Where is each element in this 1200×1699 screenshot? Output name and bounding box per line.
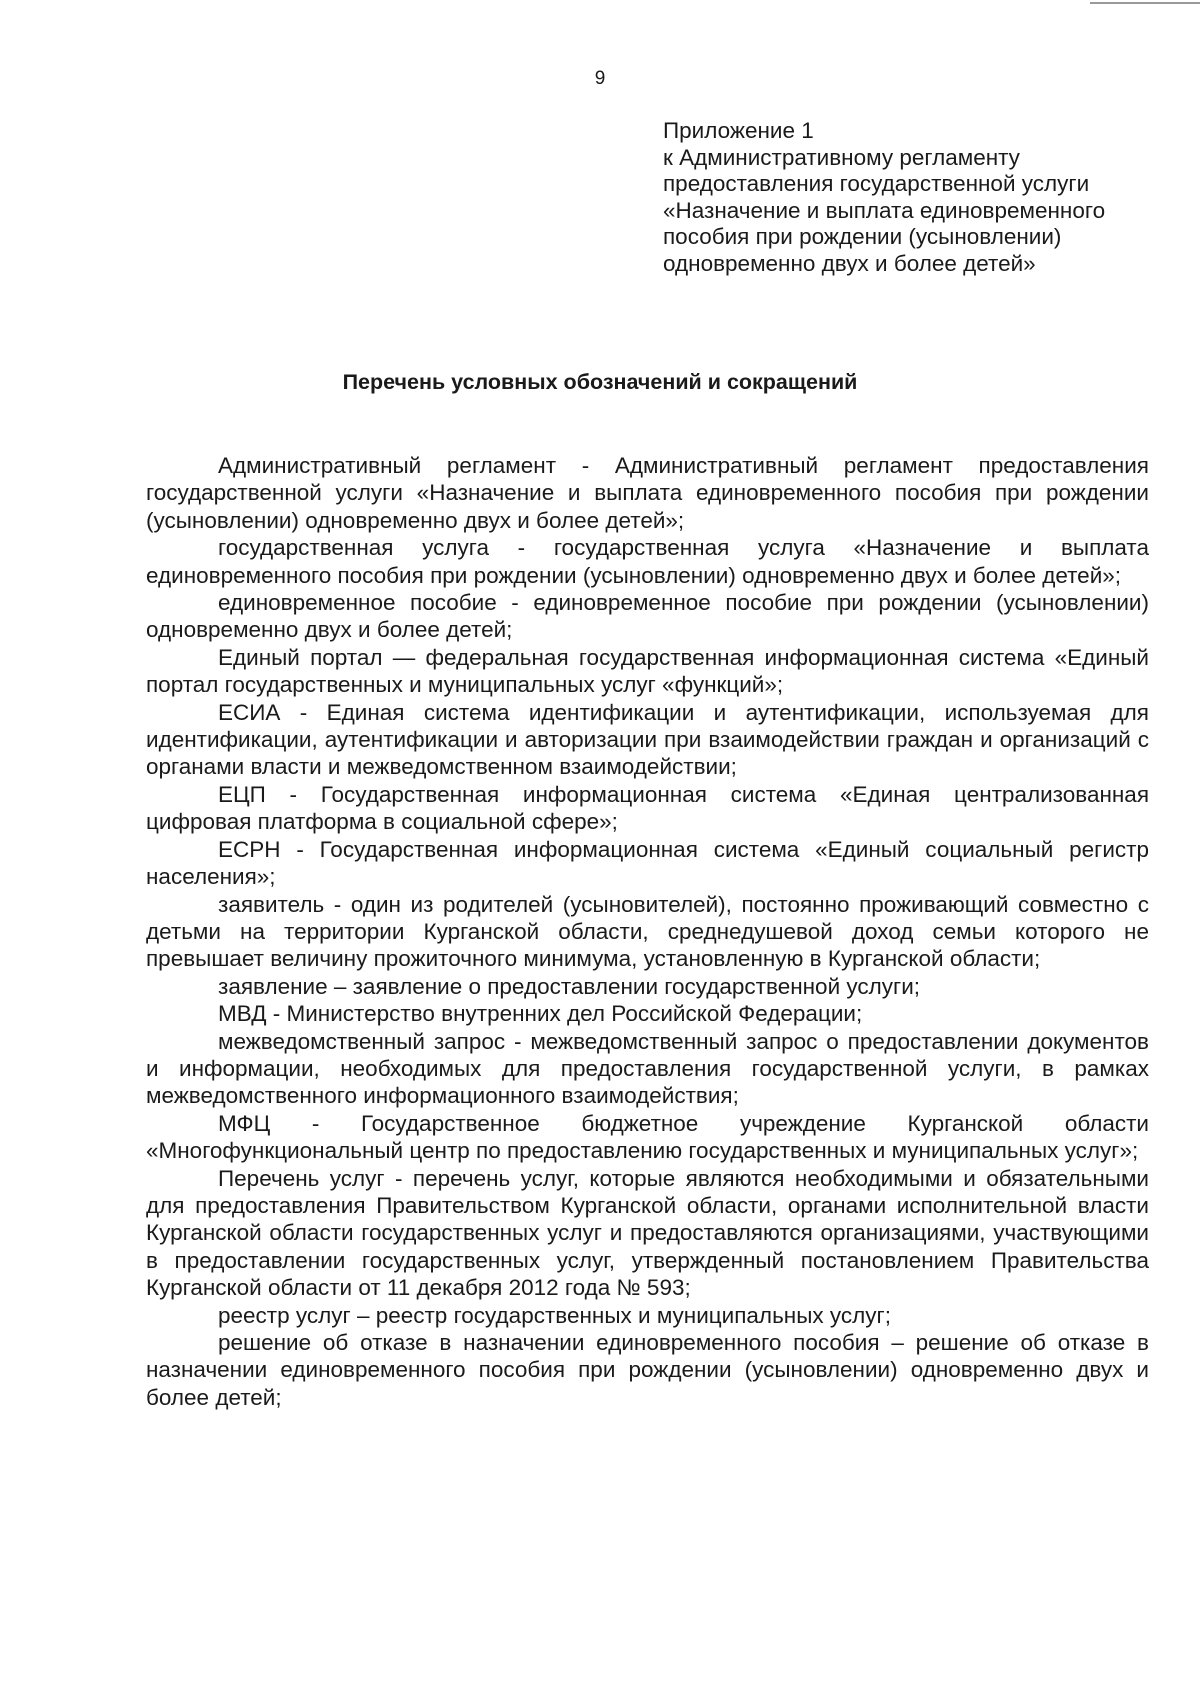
definition-paragraph: Административный регламент - Административный регламент предоставления государственной услуги «Назначение и выплата единовременного пособия при рождении (усыновлении) одновременно двух и более детей»; (146, 453, 1149, 533)
page-number: 9 (594, 68, 606, 89)
appendix-line: Приложение 1 (663, 118, 814, 143)
definition-paragraph: МВД - Министерство внутренних дел Российской Федерации; (218, 1001, 863, 1027)
definition-paragraph: Единый портал — федеральная государственная информационная система «Единый портал государственных и муниципальных услуг «функций»; (146, 644, 1149, 698)
definition-paragraph: решение об отказе в назначении единовременного пособия – решение об отказе в назначении единовременного пособия при рождении (усыновлении) одновременно двух и более детей; (146, 1330, 1149, 1410)
appendix-line: к Административному регламенту (663, 144, 1020, 170)
definition-paragraph: государственная услуга - государственная услуга «Назначение и выплата единовременного пособия при рождении (усыновлении) одновременно двух и более детей»; (146, 535, 1149, 588)
appendix-note (663, 118, 1183, 278)
definition-paragraph: единовременное пособие - единовременное пособие при рождении (усыновлении) одновременно двух и более детей; (146, 590, 1149, 643)
appendix-line: пособия при рождении (усыновлении) (663, 224, 1062, 250)
definition-paragraph: ЕЦП - Государственная информационная система «Единая централизованная цифровая платформа в социальной сфере»; (146, 781, 1149, 835)
definition-paragraph: межведомственный запрос - межведомственный запрос о предоставлении документов и информации, необходимых для предоставления государственной услуги, в рамках межведомственного информационного взаимодействия; (146, 1028, 1149, 1109)
definition-paragraph: ЕСРН - Государственная информационная система «Единый социальный регистр населения»; (146, 836, 1149, 890)
definition-paragraph: заявитель - один из родителей (усыновителей), постоянно проживающий совместно с детьми на территории Курганской области, среднедушевой доход семьи которого не превышает величину прожиточного минимума, установленную в Курганской области; (146, 891, 1149, 972)
appendix-line: предоставления государственной услуги (663, 171, 1090, 197)
definition-paragraph: Перечень услуг - перечень услуг, которые являются необходимыми и обязательными для предоставления Правительством Курганской области, органами исполнительной власти Курганской области государственных услуг и предоставляются организациями, участвующими в предоставлении государственных услуг, утвержденный постановлением Правительства Курганской области от 11 декабря 2012 года № 593; (146, 1165, 1149, 1301)
definition-paragraph: МФЦ - Государственное бюджетное учреждение Курганской области «Многофункциональный центр по предоставлению государственных и муниципальных услуг»; (146, 1110, 1149, 1164)
scan-edge-mark (1090, 2, 1200, 4)
definition-paragraph: реестр услуг – реестр государственных и муниципальных услуг; (218, 1302, 891, 1328)
appendix-line: одновременно двух и более детей» (663, 250, 1036, 276)
section-heading: Перечень условных обозначений и сокращений (342, 370, 858, 394)
definition-paragraph: заявление – заявление о предоставлении государственной услуги; (218, 973, 921, 999)
definitions-list (146, 452, 1149, 1411)
definition-paragraph: ЕСИА - Единая система идентификации и аутентификации, используемая для идентификации, аутентификации и авторизации при взаимодействии граждан и организаций с органами власти и межведомственном взаимодействии; (146, 699, 1149, 780)
appendix-line: «Назначение и выплата единовременного (663, 197, 1106, 223)
